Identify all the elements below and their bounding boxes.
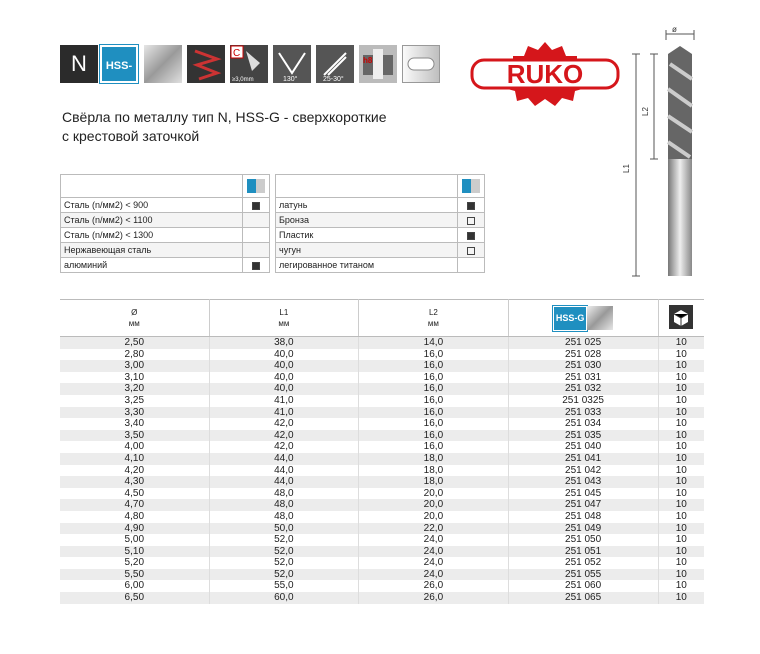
title-line-2: с крестовой заточкой: [62, 128, 200, 144]
article-number-cell: 251 060: [508, 580, 658, 592]
article-number-cell: 251 048: [508, 511, 658, 523]
diameter-cell: 4,70: [60, 499, 209, 511]
pack-qty-cell: 10: [675, 394, 687, 406]
conditional-mark: [467, 247, 475, 255]
diameter-cell: 4,00: [60, 441, 209, 453]
l1-cell: 40,0: [209, 372, 359, 384]
l1-cell: 41,0: [209, 407, 359, 419]
l2-cell: 22,0: [359, 523, 509, 535]
pack-qty-cell: 10: [675, 510, 687, 522]
pack-qty-cell: 10: [675, 441, 687, 453]
article-number-cell: 251 041: [508, 453, 658, 465]
suitability-row: чугун: [276, 243, 485, 258]
diameter-cell: 5,20: [60, 557, 209, 569]
l2-cell: 16,0: [359, 441, 509, 453]
suitable-mark: [252, 262, 260, 270]
diameter-cell: 5,50: [60, 569, 209, 581]
table-row: [60, 592, 704, 604]
l2-cell: 14,0: [359, 337, 509, 349]
article-number-cell: 251 045: [508, 488, 658, 500]
table-row: [60, 337, 704, 349]
pack-qty-cell: 10: [658, 337, 704, 349]
diameter-cell: 3,10: [60, 372, 209, 384]
l1-label: L1: [622, 164, 631, 173]
l1-cell: 44,0: [209, 465, 359, 477]
l1-cell: 52,0: [209, 546, 359, 558]
l1-cell: 52,0: [209, 557, 359, 569]
l1-cell: 48,0: [209, 488, 359, 500]
col-article: [508, 300, 658, 337]
tolerance-icon: [359, 45, 397, 83]
article-number-cell: 251 065: [508, 592, 658, 604]
col-l2: L2 мм: [359, 300, 509, 337]
tolerance-label: h8: [363, 56, 373, 65]
table-row: [60, 383, 704, 395]
l2-cell: 18,0: [359, 453, 509, 465]
col-diameter: Ø мм: [60, 300, 209, 337]
ground-finish-icon: [144, 45, 182, 83]
point-angle-icon: [273, 45, 311, 83]
article-number-cell: 251 030: [508, 360, 658, 372]
diameter-cell: 4,90: [60, 523, 209, 535]
diameter-cell: 2,80: [60, 349, 209, 361]
suitability-row: легированное титаном: [276, 258, 485, 273]
l2-cell: 16,0: [359, 430, 509, 442]
table-row: [60, 569, 704, 581]
table-row: [60, 557, 704, 569]
l2-cell: 26,0: [359, 592, 509, 604]
pack-qty-cell: 10: [658, 569, 704, 581]
pack-qty-cell: 10: [675, 464, 687, 476]
table-row: [60, 418, 704, 430]
l2-cell: 16,0: [359, 383, 509, 395]
l1-cell: 38,0: [209, 337, 359, 349]
point-angle-label: 130°: [283, 76, 298, 83]
diameter-cell: 3,30: [60, 407, 209, 419]
article-number-cell: 251 032: [508, 383, 658, 395]
l2-cell: 16,0: [359, 395, 509, 407]
l2-cell: 16,0: [359, 372, 509, 384]
table-row: [60, 407, 704, 419]
pack-qty-cell: 10: [658, 523, 704, 535]
drill-drawing: [620, 24, 720, 289]
diameter-cell: 4,50: [60, 488, 209, 500]
l1-cell: 48,0: [209, 499, 359, 511]
table-row: [60, 395, 704, 407]
l2-cell: 20,0: [359, 488, 509, 500]
product-title: [62, 108, 387, 146]
article-number-cell: 251 055: [508, 569, 658, 581]
suitability-row: алюминий: [61, 258, 270, 273]
article-table: [60, 299, 704, 604]
diameter-cell: 3,00: [60, 360, 209, 372]
pack-qty-cell: 10: [658, 430, 704, 442]
article-number-cell: 251 050: [508, 534, 658, 546]
l2-cell: 16,0: [359, 418, 509, 430]
pack-qty-cell: 10: [675, 418, 687, 430]
table-row: [60, 580, 704, 592]
l2-cell: 18,0: [359, 465, 509, 477]
cylindrical-shank-icon: [402, 45, 440, 83]
article-number-cell: 251 052: [508, 557, 658, 569]
pack-qty-cell: 10: [658, 407, 704, 419]
l1-cell: 40,0: [209, 360, 359, 372]
table-row: [60, 511, 704, 523]
point-size-label: ≥3,0mm: [232, 77, 254, 83]
table-row: [60, 499, 704, 511]
title-line-1: Свёрла по металлу тип N, HSS-G - сверхкороткие: [62, 109, 387, 125]
article-number-cell: 251 051: [508, 546, 658, 558]
l2-cell: 16,0: [359, 407, 509, 419]
hss-g-badge: HSS-G: [100, 45, 138, 83]
hss-g-header-badge: HSS-G: [553, 306, 588, 331]
diameter-cell: 3,40: [60, 418, 209, 430]
article-number-cell: 251 049: [508, 523, 658, 535]
pack-qty-cell: 10: [675, 348, 687, 360]
l2-cell: 24,0: [359, 569, 509, 581]
diameter-cell: 5,00: [60, 534, 209, 546]
l1-cell: 44,0: [209, 476, 359, 488]
diameter-cell: 4,80: [60, 511, 209, 523]
package-icon: [669, 305, 693, 329]
article-number-cell: 251 035: [508, 430, 658, 442]
pack-qty-cell: 10: [675, 487, 687, 499]
table-row: [60, 523, 704, 535]
cross-point-icon: [230, 45, 268, 83]
pack-qty-cell: 10: [675, 557, 687, 569]
ruko-logo: [470, 38, 620, 113]
helix-angle-label: 25-30°: [323, 76, 344, 83]
diameter-label: ø: [672, 25, 677, 34]
l1-cell: 40,0: [209, 349, 359, 361]
l1-cell: 40,0: [209, 383, 359, 395]
suitable-mark: [467, 202, 475, 210]
l1-cell: 44,0: [209, 453, 359, 465]
table-row: [60, 453, 704, 465]
l2-cell: 16,0: [359, 360, 509, 372]
table-row: [60, 360, 704, 372]
svg-text:C: C: [233, 48, 241, 59]
article-number-cell: 251 034: [508, 418, 658, 430]
article-number-cell: 251 025: [508, 337, 658, 349]
l2-cell: 20,0: [359, 499, 509, 511]
suitability-row: латунь: [276, 198, 485, 213]
pack-qty-cell: 10: [658, 360, 704, 372]
l1-cell: 41,0: [209, 395, 359, 407]
l1-cell: 42,0: [209, 441, 359, 453]
pack-qty-cell: 10: [658, 592, 704, 604]
l1-cell: 55,0: [209, 580, 359, 592]
diameter-cell: 4,10: [60, 453, 209, 465]
table-row: [60, 430, 704, 442]
diameter-cell: 6,50: [60, 592, 209, 604]
article-number-cell: 251 042: [508, 465, 658, 477]
l1-cell: 48,0: [209, 511, 359, 523]
spiral-drill-icon: [187, 45, 225, 83]
l2-cell: 24,0: [359, 534, 509, 546]
col-pack-qty: [658, 300, 704, 337]
pack-qty-cell: 10: [658, 383, 704, 395]
pack-qty-cell: 10: [658, 476, 704, 488]
l2-cell: 20,0: [359, 511, 509, 523]
l2-cell: 26,0: [359, 580, 509, 592]
suitability-row: Сталь (n/мм2) < 900: [61, 198, 270, 213]
pack-qty-cell: 10: [658, 453, 704, 465]
article-number-cell: 251 0325: [508, 395, 658, 407]
table-row: [60, 546, 704, 558]
l1-cell: 52,0: [209, 534, 359, 546]
diameter-cell: 4,30: [60, 476, 209, 488]
diameter-cell: 2,50: [60, 337, 209, 349]
l1-cell: 60,0: [209, 592, 359, 604]
article-number-cell: 251 031: [508, 372, 658, 384]
conditional-mark: [467, 217, 475, 225]
l1-cell: 42,0: [209, 430, 359, 442]
l2-cell: 16,0: [359, 349, 509, 361]
suitability-row: Пластик: [276, 228, 485, 243]
diameter-cell: 3,50: [60, 430, 209, 442]
l2-cell: 24,0: [359, 557, 509, 569]
pack-qty-cell: 10: [675, 371, 687, 383]
l1-cell: 50,0: [209, 523, 359, 535]
l1-cell: 52,0: [209, 569, 359, 581]
suitable-mark: [252, 202, 260, 210]
ground-finish-icon: [587, 306, 613, 330]
table-row: [60, 372, 704, 384]
l2-cell: 18,0: [359, 476, 509, 488]
table-row: [60, 488, 704, 500]
article-number-cell: 251 040: [508, 441, 658, 453]
diameter-cell: 6,00: [60, 580, 209, 592]
table-row: [60, 476, 704, 488]
article-number-cell: 251 033: [508, 407, 658, 419]
l2-cell: 24,0: [359, 546, 509, 558]
table-row: [60, 349, 704, 361]
col-l1: L1 мм: [209, 300, 359, 337]
suitability-table-left: [60, 174, 270, 273]
pack-qty-cell: 10: [675, 534, 687, 546]
table-row: [60, 534, 704, 546]
suitability-table-right: [275, 174, 485, 273]
l2-label: L2: [641, 107, 650, 116]
pack-qty-cell: 10: [675, 580, 687, 592]
suitability-row: Нержавеющая сталь: [61, 243, 270, 258]
suitability-row: Бронза: [276, 213, 485, 228]
table-row: [60, 441, 704, 453]
diameter-cell: 3,25: [60, 395, 209, 407]
article-number-cell: 251 043: [508, 476, 658, 488]
type-n-badge: N: [60, 45, 98, 83]
pack-qty-cell: 10: [658, 546, 704, 558]
table-row: [60, 465, 704, 477]
diameter-cell: 3,20: [60, 383, 209, 395]
suitability-row: Сталь (n/мм2) < 1100: [61, 213, 270, 228]
l1-cell: 42,0: [209, 418, 359, 430]
article-number-cell: 251 047: [508, 499, 658, 511]
diameter-cell: 4,20: [60, 465, 209, 477]
pack-qty-cell: 10: [658, 499, 704, 511]
diameter-cell: 5,10: [60, 546, 209, 558]
helix-angle-icon: [316, 45, 354, 83]
suitable-mark: [467, 232, 475, 240]
article-number-cell: 251 028: [508, 349, 658, 361]
brand-name: RUKO: [506, 59, 584, 89]
suitability-row: Сталь (n/мм2) < 1300: [61, 228, 270, 243]
